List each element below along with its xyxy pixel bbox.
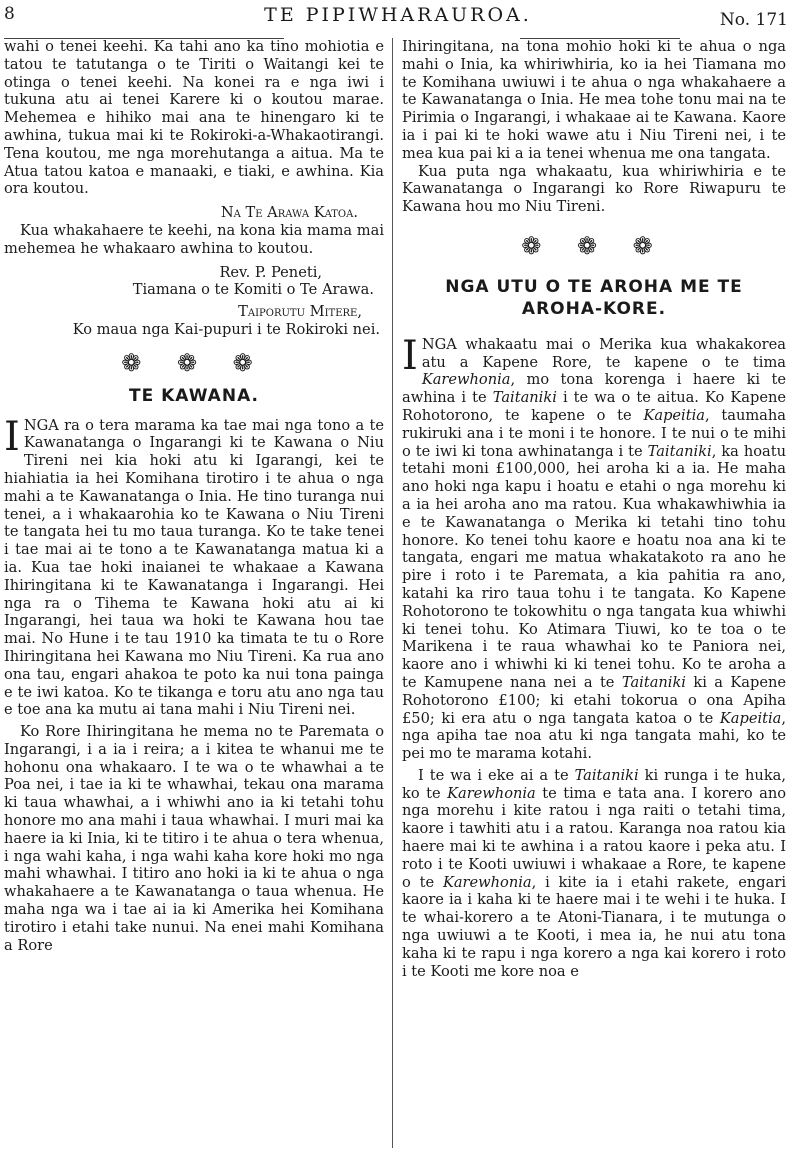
ship-name: Karewhonia <box>442 873 532 891</box>
article-continuation: wahi o tenei keehi. Ka tahi ano ka tino mohiotia e tatou te tatutanga o te Tiriti o Waitangi kei te otinga o tenei keehi. Na konei ra e nga iwi i tukuna atu ai tenei Karere ki o koutou marae. Mehemea e hihiko mai ana te hinengaro ki te awhina, tukua mai ki te Rokiroki-a-Whakaotirangi. Tena koutou, me nga morehutanga a aitua. Ma te Atua tatou katoa e manaaki, e tiaki, e awhina. Kia ora koutou. <box>4 38 384 198</box>
right-column <box>402 38 786 980</box>
article-paragraph <box>402 767 786 981</box>
ship-name: Kapeitia <box>719 709 782 727</box>
article-paragraph <box>4 413 384 720</box>
text-run: ki a Kapene Rohotorono £100; ki etahi tokorua o ona Apiha £50; ki era atu o nga tangata katoa o te <box>402 673 787 727</box>
text-run: , mo tona korenga i haere ki te awhina i te <box>402 371 786 407</box>
text-run: , nga apiha tae noa atu ki nga tangata mahi, ko te pei mo te marama kotahi. <box>402 709 786 763</box>
issue-number: No. 171 <box>719 10 788 30</box>
flower-ornament: ❁ ❁ ❁ <box>121 348 267 377</box>
ship-name: Taitaniki <box>647 442 712 460</box>
drop-cap: I <box>402 332 418 379</box>
masthead-title: TE PIPIWHARAUROA. <box>264 4 532 26</box>
text-run: NGA whakaatu mai o Merika kua whakakorea atu a Kapene Rore, te kapene o te tima <box>421 335 786 371</box>
article-paragraph: Kua puta nga whakaatu, kua whiriwhiria e te Kawanatanga o Ingarangi ko Rore Riwapuru te Kawana hou mo Niu Tireni. <box>402 162 786 216</box>
heading-line: NGA UTU O TE AROHA ME TE <box>445 276 743 297</box>
text-run: i te wa o te aitua. Ko Kapene Rohotorono, te kapene o te <box>402 389 786 424</box>
flower-ornament: ❁ ❁ ❁ <box>521 231 667 260</box>
article-heading <box>402 276 786 320</box>
text-run: , taumaha rukiruki ana i te moni i te honore. I te nui o te mihi o te iwi ki tona awhinatanga i te <box>402 406 786 460</box>
drop-cap: I <box>4 413 20 460</box>
signature-arawa: Na Te Arawa Katoa. <box>220 204 358 222</box>
ship-name: Taitaniki <box>574 766 639 784</box>
ship-name: Kapeitia <box>643 406 705 424</box>
article-paragraph: Ko Rore Ihiringitana he mema no te Paremata o Ingarangi, i a ia i reira; a i kitea te whanui me te hohonu ona whakaaro. I te wa o te whawhai a te Poa nei, i tae ia ki te whawhai, tekau ona marama ki taua whawhai, a i whiwhi ano ia ki tetahi tohu honore mo ana mahi i taua whawhai. I muri mai ka haere ia ki Inia, ki te titiro i te ahua o tera whenua, i nga wahi kaha, i nga wahi kaha kore hoki mo nga mahi whawhai. I titiro ano hoki ia ki te ahua o nga whakahaere a te Kawanatanga o taua whenua. He maha nga wa i tae ai ia ki Amerika hei Komihana tirotiro i etahi take nunui. Na enei mahi Komihana a Rore <box>4 723 384 954</box>
text-run: ki runga i te huka, ko te <box>402 766 786 802</box>
article-paragraph <box>402 332 787 763</box>
ship-name: Karewhonia <box>447 784 536 802</box>
heading-line: AROHA-KORE. <box>521 298 667 319</box>
column-divider <box>392 38 393 1148</box>
page-number: 8 <box>4 4 15 24</box>
left-column <box>4 38 384 954</box>
ship-name: Taitaniki <box>492 389 557 407</box>
text-run: , ka hoatu tetahi moni £100,000, hei aroha ki a ia. He maha ano hoki nga kapu i hoatu e etahi o nga morehu ki a ia hei aroha ano ma ratou. Kua whakawhiwhia ia e te Kawanatanga o Merika ki tetahi tino tohu honore. Ko tenei tohu kaore e hoatu noa ana ki te tangata, engari me matua whakatakoto ra ano he pire i roto i te Paremata, a kia pahitia ra ano, katahi ka riro taua tohu i te tangata. Ko Kapene Rohotorono te tokowhitu o nga tangata kua whiwhi ki tenei tohu. Ko Atimara Tiuwi, ko te toa o te Marikena i te raua whawhai ko te Paniora nei, kaore ano i whiwhi ki ki tenei tohu. Ko te aroha a te Kamupene nana nei a te <box>402 442 786 691</box>
ship-name: Karewhonia <box>421 371 511 389</box>
ship-name: Taitaniki <box>621 673 686 691</box>
page-header <box>0 2 796 30</box>
article-heading: TE KAWANA. <box>129 385 259 406</box>
text-run: te tima e tata ana. I korero ano nga morehu i kite ratou i nga raiti o tetahi tima, kaore i tawhiti atu i a ratou. Karanga noa ratou kia haere mai ki te awhina i a ratou kaore i peka atu. I roto i te Kooti uwiuwi i whakaae a Rore, te kapene o te <box>402 784 786 891</box>
signatory-title: Tiamana o te Komiti o Te Arawa. <box>132 281 374 299</box>
signatory-name: Taiporutu Mitere, <box>238 303 362 321</box>
paragraph-text: NGA ra o tera marama ka tae mai nga tono a te Kawanatanga o Ingarangi ki te Kawana o Niu Tireni nei kia hoki atu ki Igarangi, kei te hiahiatia ia hei Komihana tirotiro i te ahua o nga mahi a te Kawanatanga o Inia. He tino turanga nui tenei, a i whakaarohia ko te Kawana o Niu Tireni te tangata hei tu mo taua turanga. Ko te take tenei i tae mai ai te tono a te Kawanatanga matua ki a ia. Kua tae hoki inaianei te whakaae a Kawana Ihiringitana ki te Kawanatanga i Ingarangi. Hei nga ra o Tihema te Kawana hoki atu ai ki Ingarangi, hei taua wa hoki te Kawana hou tae mai. No Hune i te tau 1910 ka timata te tu o Rore Ihiringitana hei Kawana mo Niu Tireni. Ka rua ano ona tau, engari ahakoa te poto ka nui tona painga e te iwi katoa. Ko te tikanga e toru atu ano nga tau e toe ana ka mutu ai tana mahi i Niu Tireni nei. <box>4 416 384 719</box>
article-continuation: Ihiringitana, na tona mohio hoki ki te ahua o nga mahi o Inia, ka whiriwhiria, ko ia hei Tiamana mo te Komihana uwiuwi i te ahua o nga whakahaere a te Kawanatanga o Inia. He mea tohe tonu mai na te Pirimia o Ingarangi, i whakaae ai te Kawana. Kaore ia i pai ki te hoki wawe atu i Niu Tireni nei, i te mea kua pai ki a ia tenei whenua me ona tangata. <box>402 38 786 162</box>
text-run: , i kite ia i etahi rakete, engari kaore ia i kaha ki te haere mai i te wehi i te huka. I te whai-korero a te Atoni-Tianara, i te mutunga o nga uwiuwi a te Kooti, i mea ia, he nui atu tona kaha ki te rapu i nga korero a nga kai korero i roto i te Kooti me kore noa e <box>402 873 786 980</box>
text-run: I te wa i eke ai a te <box>418 766 575 784</box>
signatory-name: Rev. P. Peneti, <box>219 263 322 281</box>
response-paragraph: Kua whakahaere te keehi, na kona kia mama mai mehemea he whakaaro awhina to koutou. <box>4 221 384 257</box>
signatory-title: Ko maua nga Kai-pupuri i te Rokiroki nei. <box>72 320 380 338</box>
